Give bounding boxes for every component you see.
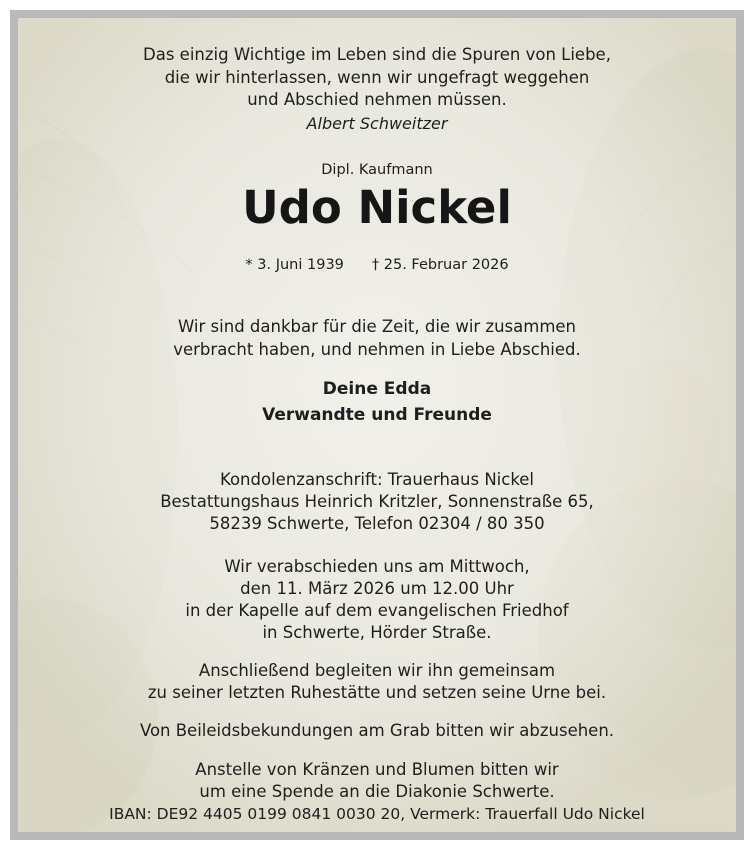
ceremony-line: in Schwerte, Hörder Straße. [262, 623, 492, 642]
birth-date: * 3. Juni 1939 [245, 257, 344, 273]
ceremony-line: Wir verabschieden uns am Mittwoch, [224, 557, 530, 576]
condolence-line: 58239 Schwerte, Telefon 02304 / 80 350 [209, 514, 545, 533]
donation-iban: IBAN: DE92 4405 0199 0841 0030 20, Vermerk: Trauerfall Udo Nickel [109, 805, 645, 823]
quote-line: und Abschied nehmen müssen. [247, 90, 507, 109]
donation-line: um eine Spende an die Diakonie Schwerte. [199, 782, 555, 801]
quote-line: Das einzig Wichtige im Leben sind die Spuren von Liebe, [143, 45, 611, 64]
donation-line: Anstelle von Kränzen und Blumen bitten wir [195, 760, 559, 779]
condolence-line: Kondolenzanschrift: Trauerhaus Nickel [219, 470, 535, 489]
grave-note: Von Beileidsbekundungen am Grab bitten wir abzusehen. [139, 721, 615, 740]
life-dates [18, 255, 736, 275]
quote-line: die wir hinterlassen, wenn wir ungefragt weggehen [164, 68, 590, 87]
burial-line: Anschließend begleiten wir ihn gemeinsam [198, 661, 556, 680]
ceremony-line: den 11. März 2026 um 12.00 Uhr [240, 579, 514, 598]
condolence-line: Bestattungshaus Heinrich Kritzler, Sonnenstraße 65, [160, 492, 594, 511]
burial-line: zu seiner letzten Ruhestätte und setzen seine Urne bei. [147, 683, 607, 702]
mourner-line: Verwandte und Freunde [262, 405, 492, 425]
obituary-notice [10, 10, 744, 840]
quote-author: Albert Schweitzer [306, 114, 448, 133]
death-date: † 25. Februar 2026 [371, 257, 509, 273]
deceased-title: Dipl. Kaufmann [321, 162, 433, 178]
ceremony-line: in der Kapelle auf dem evangelischen Friedhof [185, 601, 569, 620]
farewell-line: verbracht haben, und nehmen in Liebe Abschied. [173, 340, 581, 359]
farewell-line: Wir sind dankbar für die Zeit, die wir zusammen [177, 317, 577, 336]
deceased-name: Udo Nickel [242, 181, 512, 234]
mourner-line: Deine Edda [322, 379, 432, 399]
notice-text [18, 18, 736, 832]
